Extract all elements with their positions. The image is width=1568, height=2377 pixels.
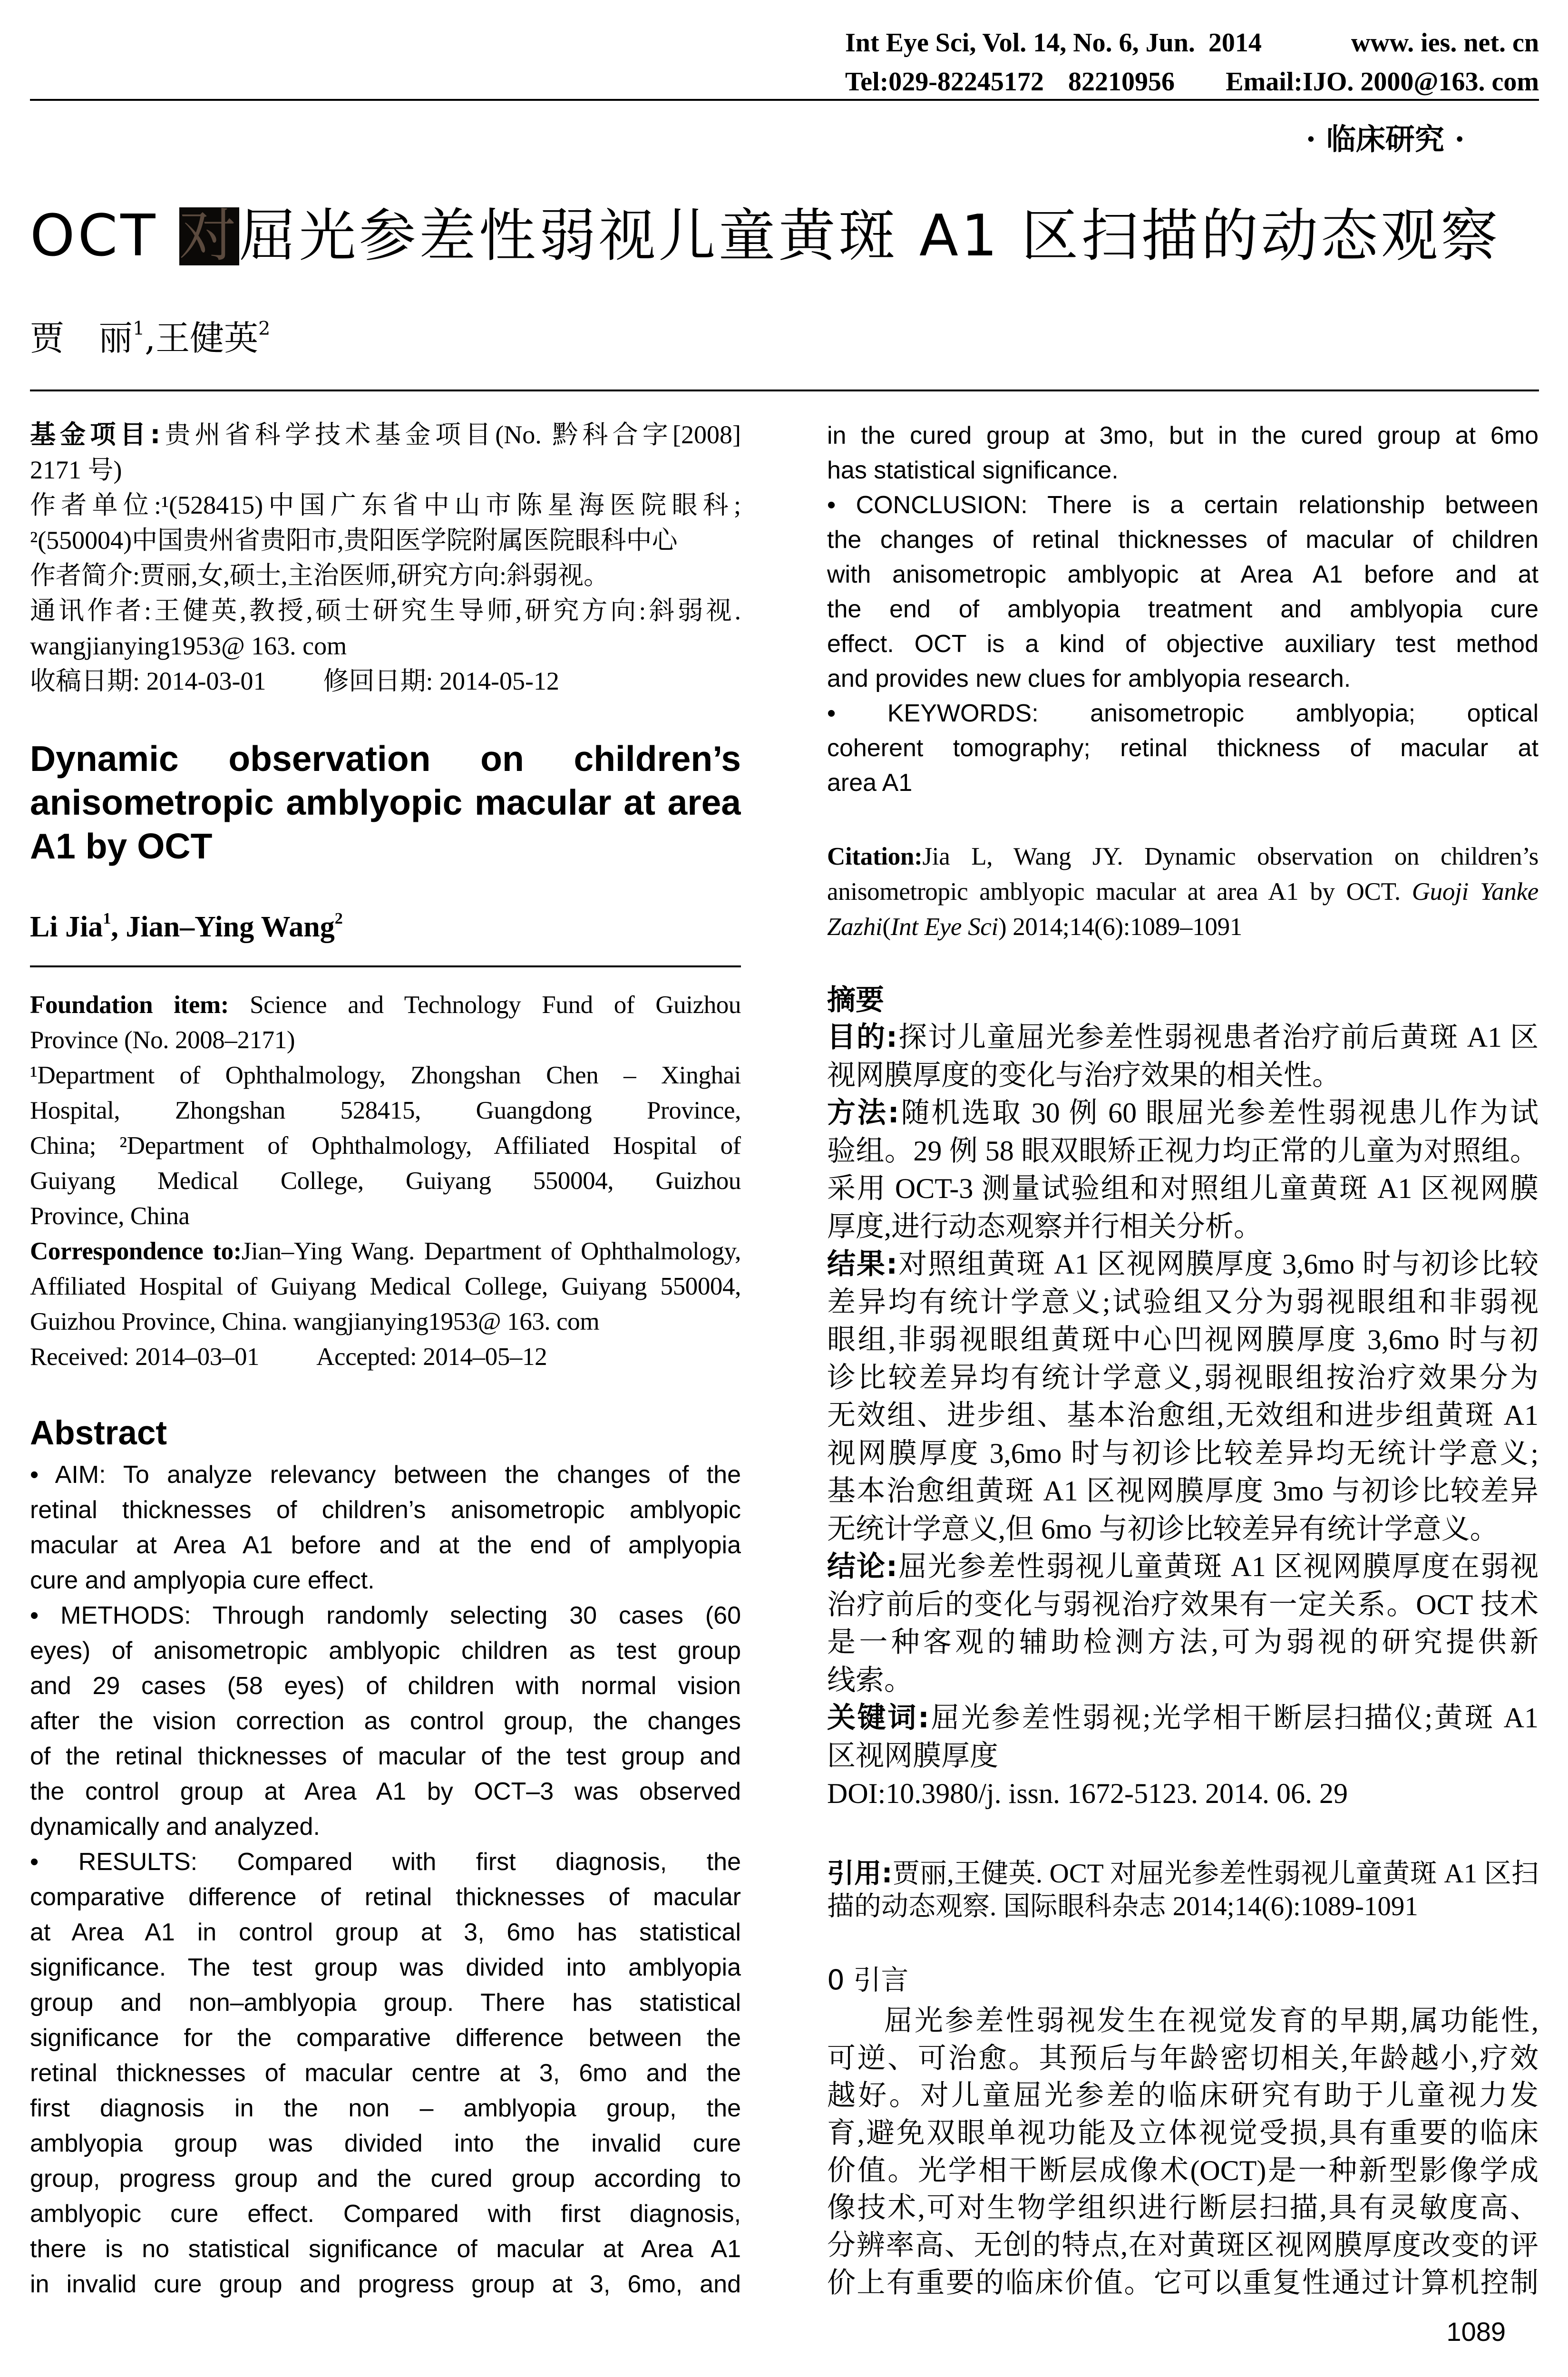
fund-info-cn [30,417,741,699]
author-separator: , [145,318,156,358]
text-line: has statistical significance. [827,457,1119,484]
text-line: ²(550004)中国贵州省贵阳市,贵阳医学院附属医院眼科中心 [30,526,678,555]
author-name: Li Jia [30,911,103,943]
text-line: 可逆、可治愈。其预后与年龄密切相关,年龄越小,疗效 [827,2042,1539,2074]
article-title-en [30,737,741,868]
text-line: wangjianying1953@ 163. com [30,632,347,660]
text-line: 验组。29 例 58 眼双眼矫正视力均正常的儿童为对照组。 [827,1135,1539,1167]
label: 目的: [827,1021,898,1054]
paragraph [30,1844,741,2302]
text-line: amblyopic cure effect. Compared with first diagnosis, [30,2200,741,2228]
text-line: eyes) of anisometropic amblyopic children as test group [30,1637,741,1665]
affiliation-marker: 1 [133,318,145,340]
paragraph [827,488,1539,696]
journal-telephone: Tel:029-82245172 [845,67,1044,97]
title-rule [30,390,1539,391]
paragraph [30,1457,741,1598]
text-line: 诊比较差异均有统计学意义,弱视眼组按治疗效果分为 [827,1362,1539,1393]
text-segment: Jian–Ying Wang. Department of Ophthalmology, [241,1237,741,1265]
text-line: 像技术,可对生物学组织进行断层扫描,具有灵敏度高、 [827,2192,1539,2224]
text-line: significance for the comparative difference between the [30,2024,741,2052]
label: 方法: [827,1096,899,1130]
text-segment: 探讨儿童屈光参差性弱视患者治疗前后黄斑 A1 区 [897,1022,1539,1053]
text-line: 差异均有统计学意义;试验组又分为弱视眼组和非弱视 [827,1286,1539,1318]
article-title-cn [30,203,1501,269]
text-line: Hospital, Zhongshan 528415, Guangdong Province, [30,1097,741,1124]
text-line: • METHODS: Through randomly selecting 30 cases (60 [30,1602,741,1629]
text-line [30,663,741,699]
text-line: 作者简介:贾丽,女,硕士,主治医师,研究方向:斜弱视。 [30,561,610,590]
text-line: 描的动态观察. 国际眼科杂志 2014;14(6):1089-1091 [827,1891,1418,1921]
text-line: • KEYWORDS: anisometropic amblyopia; optical [827,700,1539,727]
paragraph [30,487,741,558]
text-line: and 29 cases (58 eyes) of children with normal vision [30,1672,741,1700]
authors-en [30,909,741,945]
text-line: 采用 OCT-3 测量试验组和对照组儿童黄斑 A1 区视网膜 [827,1173,1539,1204]
text-line [827,874,1539,909]
text-segment: 贵州省科学技术基金项目(No. 黔科合字[2008] [160,420,741,449]
text-line: 区视网膜厚度 [827,1740,998,1772]
text-segment: Received: 2014–03–01 [30,1343,260,1371]
italic-text: Int Eye Sci [890,913,998,941]
paragraph [30,987,741,1058]
authors-rule [30,965,741,967]
paragraph [30,558,741,593]
text-segment: Accepted: 2014–05–12 [316,1343,547,1371]
section-label: · 临床研究 · [1305,122,1465,156]
text-line: group, progress group and the cured group according to [30,2165,741,2192]
citation-cn [827,1857,1539,1923]
text-line: 眼组,非弱视眼组黄斑中心凹视网膜厚度 3,6mo 时与初 [827,1324,1539,1355]
text-line: Province (No. 2008–2171) [30,1026,295,1054]
text-line: 视网膜厚度 3,6mo 时与初诊比较差异均无统计学意义; [827,1437,1539,1469]
text-line: 是一种客观的辅助检测方法,可为弱视的研究提供新 [827,1627,1539,1658]
text-line: coherent tomography; retinal thickness of macular at [827,734,1539,762]
text-line: at Area A1 in control group at 3, 6mo has statistical [30,1919,741,1946]
paragraph [827,696,1539,800]
journal-website: www. ies. net. cn [1351,28,1539,58]
text-line: 视网膜厚度的变化与治疗效果的相关性。 [827,1059,1341,1091]
text-line: the end of amblyopia treatment and amblyopia cure [827,595,1539,623]
text-line: first diagnosis in the non – amblyopia group, the [30,2094,741,2122]
foundation-info-en [30,987,741,1374]
author-separator: , [111,911,126,943]
text-line: 厚度,进行动态观察并行相关分析。 [827,1210,1262,1242]
paragraph [827,1699,1539,1775]
text-line: 育,避免双眼单视功能及立体视觉受损,具有重要的临床 [827,2117,1539,2149]
abstract-heading-cn: 摘要 [827,984,884,1017]
author-name: 王健英 [156,318,259,358]
paragraph [30,593,741,663]
text-line: 线索。 [827,1664,913,1696]
paragraph [827,1857,1539,1923]
paragraph [30,737,741,868]
text-line: effect. OCT is a kind of objective auxiliary test method [827,630,1539,658]
text-line: DOI:10.3980/j. issn. 1672-5123. 2014. 06. 29 [827,1778,1348,1809]
text-line: China; ²Department of Ophthalmology, Affiliated Hospital of [30,1132,741,1159]
header-rule [30,99,1539,101]
text-line: anisometropic amblyopic macular at area [30,782,741,822]
text-line: dynamically and analyzed. [30,1813,320,1841]
italic-text: Zazhi [827,913,883,941]
author-name: 贾 丽 [30,318,133,358]
paragraph [827,2002,1539,2302]
text-line: ¹Department of Ophthalmology, Zhongshan Chen – Xinghai [30,1062,741,1089]
affiliation-marker: 2 [334,909,343,927]
text-line: group and non–amblyopia group. There has statistical [30,1989,741,2017]
text-line [30,987,741,1023]
text-line: 价上有重要的临床价值。它可以重复性通过计算机控制 [827,2267,1539,2299]
text-segment: 屈光参差性弱视儿童黄斑 A1 区视网膜厚度在弱视 [897,1551,1539,1582]
title-rest: 屈光参差性弱视儿童黄斑 A1 区扫描的动态观察 [239,203,1501,269]
text-line: Affiliated Hospital of Guiyang Medical College, Guiyang 550004, [30,1273,741,1300]
label: Citation: [827,843,923,870]
text-segment: Jia L, Wang JY. Dynamic observation on children’s [922,843,1539,870]
paragraph [827,839,1539,945]
italic-text: Guoji Yanke [1412,878,1539,906]
paragraph [827,1094,1539,1246]
text-line: 屈光参差性弱视发生在视觉发育的早期,属功能性, [884,2005,1539,2036]
text-line: amblyopia group was divided into the invalid cure [30,2130,741,2157]
citation-en [827,839,1539,945]
text-segment: 屈光参差性弱视;光学相干断层扫描仪;黄斑 A1 [929,1702,1539,1734]
text-segment: 修回日期: 2014-05-12 [323,667,559,695]
text-segment: ( [882,913,891,941]
text-line [827,1094,1539,1132]
paragraph [30,1598,741,1844]
title-prefix: OCT [30,203,179,269]
text-line: Province, China [30,1202,190,1230]
text-line [827,1699,1539,1737]
paragraph [827,1019,1539,1094]
text-line: Dynamic observation on children’s [30,739,741,779]
text-line: 无效组、进步组、基本治愈组,无效组和进步组黄斑 A1 [827,1400,1539,1431]
text-line: the changes of retinal thicknesses of macular of children [827,526,1539,554]
text-segment: 贾丽,王健英. OCT 对屈光参差性弱视儿童黄斑 A1 区扫 [892,1859,1539,1889]
text-line: of the retinal thicknesses of macular of the test group and [30,1743,741,1770]
text-line: area A1 [827,769,913,797]
paragraph [30,1234,741,1339]
text-line [30,1339,741,1374]
label: 结果: [827,1247,898,1281]
text-line: 无统计学意义,但 6mo 与初诊比较差异有统计学意义。 [827,1513,1499,1545]
abstract-cn-body [827,1019,1539,1813]
text-line: there is no statistical significance of macular at Area A1 [30,2235,741,2263]
text-line: Guizhou Province, China. wangjianying1953@ 163. com [30,1308,600,1335]
text-line: 价值。光学相干断层成像术(OCT)是一种新型影像学成 [827,2154,1539,2186]
label: 基金项目: [30,419,161,449]
text-segment: Science and Technology Fund of Guizhou [228,991,741,1019]
text-line: comparative difference of retinal thicknesses of macular [30,1883,741,1911]
text-line: Guiyang Medical College, Guiyang 550004, Guizhou [30,1167,741,1195]
paragraph [30,1058,741,1234]
text-line: 分辨率高、无创的特点,在对黄斑区视网膜厚度改变的评 [827,2230,1539,2261]
paragraph [827,1246,1539,1548]
journal-telephone-alt: 82210956 [1068,67,1175,97]
text-line: significance. The test group was divided into amblyopia [30,1954,741,1981]
text-line: • CONCLUSION: There is a certain relationship between [827,491,1539,519]
label: 关键词: [827,1701,929,1734]
paragraph [30,1339,741,1374]
text-line: 2171 号) [30,456,122,484]
journal-citation-line: Int Eye Sci, Vol. 14, No. 6, Jun. 2014 [845,28,1262,58]
text-line: 越好。对儿童屈光参差的临床研究有助于儿童视力发 [827,2080,1539,2112]
label: Correspondence to: [30,1237,242,1265]
label: 结论: [827,1550,898,1583]
text-line: 通讯作者:王健英,教授,硕士研究生导师,研究方向:斜弱视. [30,596,741,625]
paragraph [30,663,741,699]
author-name: Jian–Ying Wang [126,911,335,943]
abstract-en-body-left [30,1457,741,2302]
text-line: macular at Area A1 before and at the end of amplyopia [30,1531,741,1559]
authors-cn [30,319,270,357]
text-line [827,839,1539,874]
text-line: and provides new clues for amblyopia research. [827,665,1351,692]
text-line: A1 by OCT [30,826,213,866]
text-segment: 随机选取 30 例 60 眼屈光参差性弱视患儿作为试 [899,1097,1539,1129]
label: Foundation item: [30,991,229,1019]
abstract-en-body-right [827,419,1539,800]
text-line: after the vision correction as control group, the changes [30,1707,741,1735]
text-line [30,1234,741,1269]
section-heading-introduction: 0 引言 [827,1964,909,1996]
page-number: 1089 [1446,2317,1506,2347]
paragraph [827,419,1539,488]
text-line: • AIM: To analyze relevancy between the changes of the [30,1461,741,1489]
text-line: in invalid cure group and progress group at 3, 6mo, and [30,2270,741,2298]
abstract-heading-en: Abstract [30,1414,167,1452]
text-line: retinal thicknesses of children’s anisometropic amblyopic [30,1496,741,1524]
paragraph [827,1775,1539,1813]
text-segment: 收稿日期: 2014-03-01 [30,667,266,695]
paragraph [30,417,741,487]
label: 引用: [827,1858,893,1889]
text-line [827,1019,1539,1057]
text-segment: ) 2014;14(6):1089–1091 [998,913,1242,941]
text-line [30,417,741,452]
title-highlighted-char: 对 [179,203,239,269]
affiliation-marker: 2 [258,318,271,340]
text-line: retinal thicknesses of macular centre at 3, 6mo and the [30,2059,741,2087]
text-line: with anisometropic amblyopic at Area A1 before and at [827,561,1539,588]
paragraph [827,1548,1539,1699]
text-line: in the cured group at 3mo, but in the cured group at 6mo [827,422,1539,449]
introduction-body [827,2002,1539,2302]
affiliation-marker: 1 [103,909,111,927]
journal-email: Email:IJO. 2000@163. com [1226,67,1539,97]
text-segment: anisometropic amblyopic macular at area A1 by OCT. [827,878,1412,906]
text-line: • RESULTS: Compared with first diagnosis, the [30,1848,741,1876]
text-segment: 对照组黄斑 A1 区视网膜厚度 3,6mo 时与初诊比较 [897,1248,1539,1280]
text-line: 基本治愈组黄斑 A1 区视网膜厚度 3mo 与初诊比较差异 [827,1475,1539,1507]
text-line [827,1548,1539,1586]
text-line [827,909,1539,945]
text-line: 治疗前后的变化与弱视治疗效果有一定关系。OCT 技术 [827,1588,1539,1620]
text-line [827,1857,1539,1890]
text-line: 作者单位:¹(528415)中国广东省中山市陈星海医院眼科; [30,491,741,519]
text-line: the control group at Area A1 by OCT–3 was observed [30,1778,741,1805]
text-line [827,1246,1539,1284]
text-line: cure and amplyopia cure effect. [30,1567,375,1594]
